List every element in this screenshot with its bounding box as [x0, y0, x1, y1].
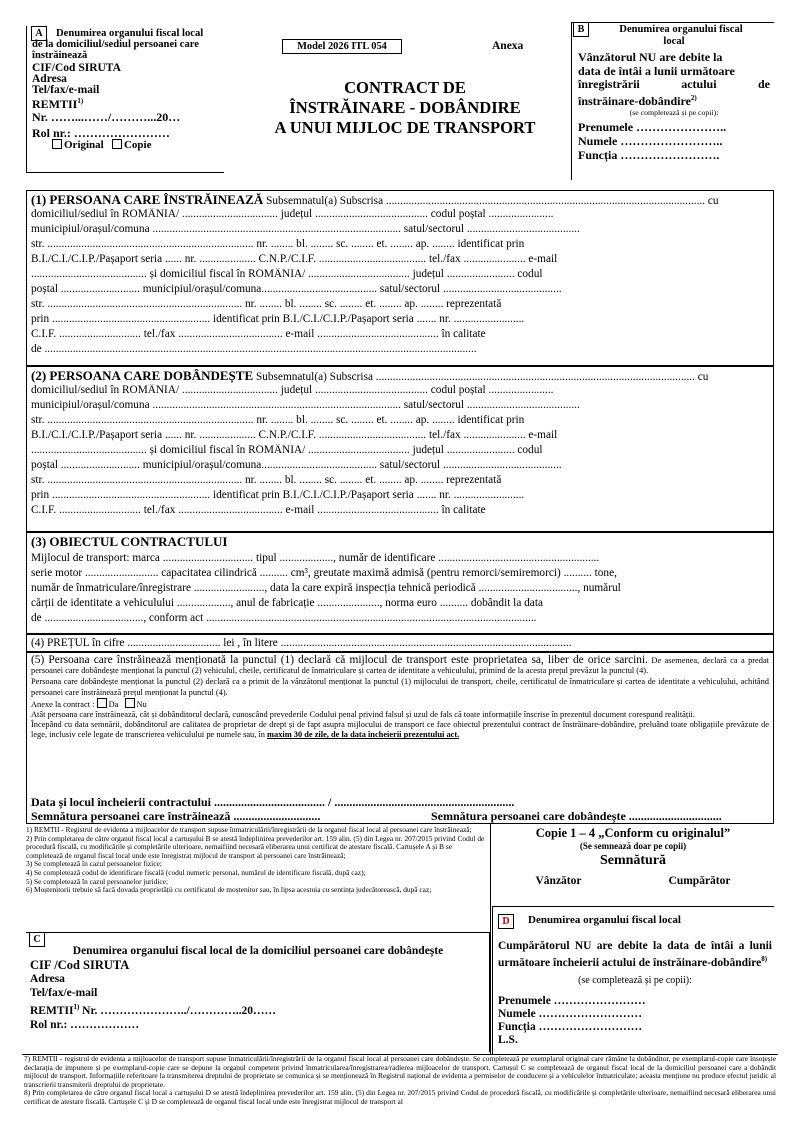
seller-line-11: de ......................................................................................................................................................... [31, 343, 477, 355]
section-declarations [26, 652, 774, 824]
date-place-line: Data și locul încheierii contractului ..................................... / ............................................................ [31, 796, 515, 809]
box-a-remtii: REMTII [32, 97, 78, 112]
copies-note: (Se semnează doar pe copii) [579, 841, 687, 851]
box-a-left-rule [26, 26, 27, 172]
box-d-nume: Numele ……………………… [498, 1007, 643, 1020]
object-line-3: număr de înmatriculare/înregistrare ........................., data la care expiră inspecția tehnică periodică ..................................., numărul [31, 582, 621, 594]
footnote-2: 2) Prin completarea de către organul fiscal local a cartușului B se atestă îndeplinirea prevederilor art. 159 alin. (5) din Legea nr. 207/2015 privind Codul de procedură fiscală, cu modificările și completările ulterioare, nemaifiind necesară eliberarea unui certificat de atestare fiscală. Cartușele A și B se completează de organul fiscal local unde este înregistrat mijlocul de transport al persoanei care înstrăinează; [26, 833, 485, 860]
box-a-tag: A [31, 26, 47, 41]
box-d-title: Denumirea organului fiscal local [528, 914, 681, 926]
box-d-note: (se completează și pe copii): [578, 974, 692, 986]
annex-nu-checkbox[interactable] [125, 698, 135, 708]
seller-line-6: ......................................... și domiciliul fiscal în ROMÂNIA/ .................................... județul ........................ codul [31, 268, 543, 280]
seller-line-7: poștal ............................ municipiul/orașul/comuna......................................... satul/sectorul .......................................... [31, 283, 562, 295]
box-c-remtii-sup: 1) [73, 1003, 80, 1011]
seller-line-8: str. ..................................................................... nr. ........ bl. ........ sc. ........ et. ........ ap. ........ reprezentată [31, 298, 502, 310]
buyer-line-9: prin ........................................................ identificat prin B.I./C.I./C.I.P./Pașaport seria ....... nr. ......................... [31, 489, 525, 501]
object-line-4: cărții de identitate a vehiculului ..................., anul de fabricație ......................, norma euro .......... dobândit la data [31, 597, 543, 609]
anexa-label: Anexa [492, 40, 524, 52]
footnote-5: 5) Se completează în cazul persoanelor juridice; [26, 876, 168, 886]
box-b-text-4: înstrăinare-dobândire [578, 93, 691, 108]
box-d-ls: L.S. [498, 1033, 518, 1046]
seller-line-3: municipiul/orașul/comuna ........................................................................................ satul/sectorul ........................................ [31, 223, 580, 235]
object-line-5: de ..................................., conform act ..................................................................................................................... [31, 612, 537, 624]
copie-checkbox[interactable] [112, 139, 122, 149]
box-a-content [32, 28, 237, 151]
box-a-tel: Tel/fax/e-mail [32, 84, 100, 97]
box-a-title-2: de la domiciliul/sediul persoanei care [32, 39, 199, 51]
declarations-p1: De asemenea, declară ca a predat persoanei care dobândește menționat la punctul (2) vehiculul, cheile, certificatul de înmatriculare și cartea de identitate a vehiculului, primind de la acesta prețul prevăzut la punctul (4). [31, 656, 769, 676]
box-b-functia: Funcția ……………………. [578, 148, 720, 162]
buyer-line-1-text: Subsemnatul(a) Subscrisa ................................................................................................................. cu [255, 371, 709, 383]
section-seller [26, 190, 774, 366]
copies-title: Copie 1 – 4 „Conform cu originalul” [535, 826, 731, 840]
box-c-content [30, 944, 486, 1032]
price-line: (4) PREȚUL în cifre ................................. lei , în litere ....................................................................................................... [31, 637, 572, 649]
box-d-tag: D [498, 914, 514, 929]
footnote-4: 4) Se completează codul de identificare fiscală (codul numeric personal, numărul de identificare fiscală, după caz); [26, 867, 366, 877]
buyer-line-4: str. ......................................................................... nr. ........ bl. ........ sc. ........ et. ........ ap. ........ identificat prin [31, 414, 525, 426]
copies-seller: Vânzător [535, 875, 582, 887]
buyer-line-5: B.I./C.I./C.I.P./Pașaport seria ...... nr. .................... C.N.P./C.I.F. ...................................... tel./fax ...................... e-mail [31, 429, 558, 441]
box-b-text-1: Vânzătorul NU are debite la [578, 50, 723, 64]
right-column-rule [490, 824, 491, 1054]
contract-title [240, 78, 570, 138]
original-label: Original [64, 138, 104, 151]
bottom-note-8: 8) Prin completarea de către organul fiscal local a cartușului D se atestă îndeplinirea prevederilor art. 159 alin. (5) din Legea nr. 207/2015 privind Codul de procedură fiscală, cu modificările și completările ulterioare, nemaifiind necesară eliberarea unui certificat de atestare fiscală. Cartușele C și D se completează de organul fiscal local unde este înregistrat mijlocul de transport al [24, 1088, 776, 1106]
box-d-functia: Funcția ……………………… [498, 1020, 643, 1033]
buyer-line-10: C.I.F. ............................. tel./fax ..................................... e-mail ........................................... în calitate [31, 504, 486, 516]
model-box [282, 39, 402, 54]
box-b-title-2: local [663, 35, 685, 47]
buyer-line-1 [31, 369, 769, 384]
box-c-rol: Rol nr.: ……………… [30, 1018, 140, 1031]
box-c-nr: Nr. …………………../…………..20…… [79, 1004, 276, 1017]
seller-line-5: B.I./C.I./C.I.P./Pașaport seria ...... nr. .................... C.N.P./C.I.F. ...................................... tel./fax ...................... e-mail [31, 253, 558, 265]
copies-buyer: Cumpărător [668, 875, 731, 887]
copies-signature-title: Semnătură [599, 853, 667, 868]
seller-line-4: str. ......................................................................... nr. ........ bl. ........ sc. ........ et. ........ ap. ........ identificat prin [31, 238, 525, 250]
bottom-notes [24, 1055, 776, 1141]
buyer-line-3: municipiul/orașul/comuna ........................................................................................ satul/sectorul ........................................ [31, 399, 580, 411]
seller-signature: Semnătura persoanei care înstrăinează ............................. [31, 810, 321, 823]
copies-block [492, 826, 774, 887]
annex-nu-label: Nu [136, 699, 147, 709]
box-b-text-2: data de întâi a lunii următoare [578, 63, 735, 78]
footnote-6: 6) Moștenitorii trebuie să facă dovada proprietății cu certificatul de moștenitor sau, în lipsa acestuia cu sentința judecătorească, după caz; [26, 885, 432, 895]
buyer-signature: Semnătura persoanei care dobândește ............................... [431, 810, 722, 823]
buyer-heading: (2) PERSOANA CARE DOBÂNDEȘTE [31, 369, 254, 383]
box-b-nume: Numele …………………….. [578, 134, 723, 148]
declarations-lead: (5) Persoana care înstrăinează menționată la punctul (1) declară că mijlocul de transport este proprietatea sa, liber de orice sarcini. [31, 654, 648, 666]
seller-line-9: prin ........................................................ identificat prin B.I./C.I./C.I.P./Pașaport seria ....... nr. ......................... [31, 313, 525, 325]
box-b-tag: B [573, 22, 589, 37]
box-b-content [578, 24, 770, 162]
box-a-bottom-rule [26, 172, 224, 173]
box-a-remtii-sup: 1) [77, 97, 84, 106]
box-a-title-1: Denumirea organului fiscal local [56, 28, 204, 39]
box-d-text-sup: 8) [761, 955, 768, 963]
section-price [26, 634, 774, 652]
footnote-3: 3) Se completează în cazul persoanelor fizice; [26, 859, 162, 869]
seller-line-2: domiciliul/sediul în ROMÂNIA/ .................................. județul ........................................ codul poștal ....................... [31, 208, 554, 220]
footnote-1: 1) REMTII - Registrul de evidenta a mijloacelor de transport supuse înmatriculării/înregistrării de la organul fiscal local al persoanei care înstrăinează; [26, 826, 472, 834]
copie-label: Copie [123, 138, 152, 151]
buyer-line-6: ......................................... și domiciliul fiscal în ROMÂNIA/ .................................... județul ........................ codul [31, 444, 543, 456]
contract-title-3: A UNUI MIJLOC DE TRANSPORT [274, 118, 536, 137]
footnotes-left [26, 826, 490, 930]
section-object [26, 532, 774, 634]
box-b-prenume: Prenumele ………………….. [578, 120, 727, 134]
box-c-tel: Tel/fax/e-mail [30, 987, 98, 999]
annex-da-label: Da [108, 699, 119, 709]
box-c-tag: C [29, 932, 45, 947]
contract-title-2: ÎNSTRĂINARE - DOBÂNDIRE [289, 98, 521, 117]
box-a-nr: Nr. ……...……/………...20… [32, 110, 181, 125]
box-a-rol: Rol nr.: …………………… [32, 125, 170, 140]
section-buyer [26, 366, 774, 532]
box-b-note: (se completează și pe copii): [629, 108, 719, 117]
box-a-address: Adresa [32, 72, 67, 85]
signatures-line [31, 810, 769, 823]
seller-line-1 [31, 193, 769, 208]
object-line-1: Mijlocul de transport: marca ................................ tipul ..................., număr de identificare ......................................................... [31, 552, 600, 564]
box-d-text: Cumpărătorul NU are debite la data de întâi a lunii următoare încheierii actului de înstrăinare-dobândire [498, 940, 772, 969]
box-c-title: Denumirea organului fiscal local de la domiciliul persoanei care dobândește [72, 945, 444, 957]
annex-label: Anexe la contract : [31, 699, 95, 709]
box-c-cif: CIF /Cod SIRUTA [30, 958, 130, 972]
seller-line-1-text: Subsemnatul(a) Subscrisa ................................................................................................................. cu [266, 195, 719, 207]
declarations-p3: Atât persoana care înstrăinează, cât și dobânditorul declară, cunoscând prevederile Codului penal privind falsul și uzul de fals că toate informațiile înscrise în prezentul document corespund realității. [31, 710, 695, 720]
original-checkbox[interactable] [52, 139, 62, 149]
box-b-text-sup: 2) [690, 93, 697, 102]
box-a-cif: CIF/Cod SIRUTA [32, 61, 121, 74]
box-b-title-1: Denumirea organului fiscal [619, 24, 743, 35]
buyer-line-8: str. ..................................................................... nr. ........ bl. ........ sc. ........ et. ........ ap. ........ reprezentată [31, 474, 502, 486]
declarations-p4a: Începând cu data semnării, dobânditorul are calitatea de proprietar de drept și de fapt asupra mijlocului de transport ce face obiectul prezentului contract de înstrăinare-dobândire, preluând toate obligațiile prevăzute de lege, inclusiv cele legate de transcrierea vehiculului pe numele sau, în [31, 720, 769, 740]
model-label: Model 2026 ITL 054 [297, 41, 387, 52]
box-d-content [498, 914, 772, 1047]
buyer-line-7: poștal ............................ municipiul/orașul/comuna......................................... satul/sectorul .......................................... [31, 459, 562, 471]
buyer-line-2: domiciliul/sediul în ROMÂNIA/ .................................. județul ........................................ codul poștal ....................... [31, 384, 554, 396]
contract-title-1: CONTRACT DE [344, 78, 466, 97]
declarations-p2: Persoana care dobândește menționat la punctul (2) declară ca a primit de la vânzătorul menționat la punctul (1) mijlocului de transport, cheile, certificatul de înmatriculare și cartea de identitate a vehiculului, achitând persoanei care înstrăinează prețul menționat la punctul (4). [31, 677, 769, 697]
box-c-remtii: REMTII [30, 1004, 74, 1017]
annex-row [31, 698, 769, 710]
box-d-prenume: Prenumele …………………… [498, 994, 646, 1007]
seller-line-10: C.I.F. ............................. tel./fax ..................................... e-mail ........................................... în calitate [31, 328, 486, 340]
box-b-text-3: înregistrării actului de [578, 77, 770, 91]
declarations-p4b: maxim 30 de zile, de la data încheierii prezentului act. [267, 730, 460, 740]
bottom-note-7: 7) REMTII - registrul de evidenta a mijloacelor de transport supuse înmatriculării/înregistrării de la organul fiscal local al persoanei care dobândește. Se completează pe exemplarul original care rămâne la dobânditor, pe exemplarul-copie care însoțește declarația de impunere și pe exemplarul-copie care se depune la organul competent privind înmatricularea/înregistrarea/radierea mijloacelor de transport. Cartușul C se completează de organul fiscal local de la domiciliul persoanei care a dobândit mijlocul de transport. Informațiile referitoare la transmiterea dreptului de proprietate se comunica și se menționează în Registrul național de evidenta a permiselor de conducere și a vehiculelor înmatriculate; aceasta mențiune nu produce efectul juridic al transcrierii transmiterii dreptului de proprietate. [24, 1055, 776, 1089]
box-a-title-3: înstrăinează [32, 50, 88, 62]
seller-heading: (1) PERSOANA CARE ÎNSTRĂINEAZĂ [31, 193, 264, 207]
object-line-2: serie motor .......................... capacitatea cilindrică .......... cm³, greutate maximă admisă (pentru remorci/semiremorci) .......... tone, [31, 567, 617, 579]
box-c-address: Adresa [30, 973, 65, 985]
box-b-top-rule [571, 22, 774, 23]
object-heading: (3) OBIECTUL CONTRACTULUI [31, 535, 228, 548]
annex-da-checkbox[interactable] [97, 698, 107, 708]
